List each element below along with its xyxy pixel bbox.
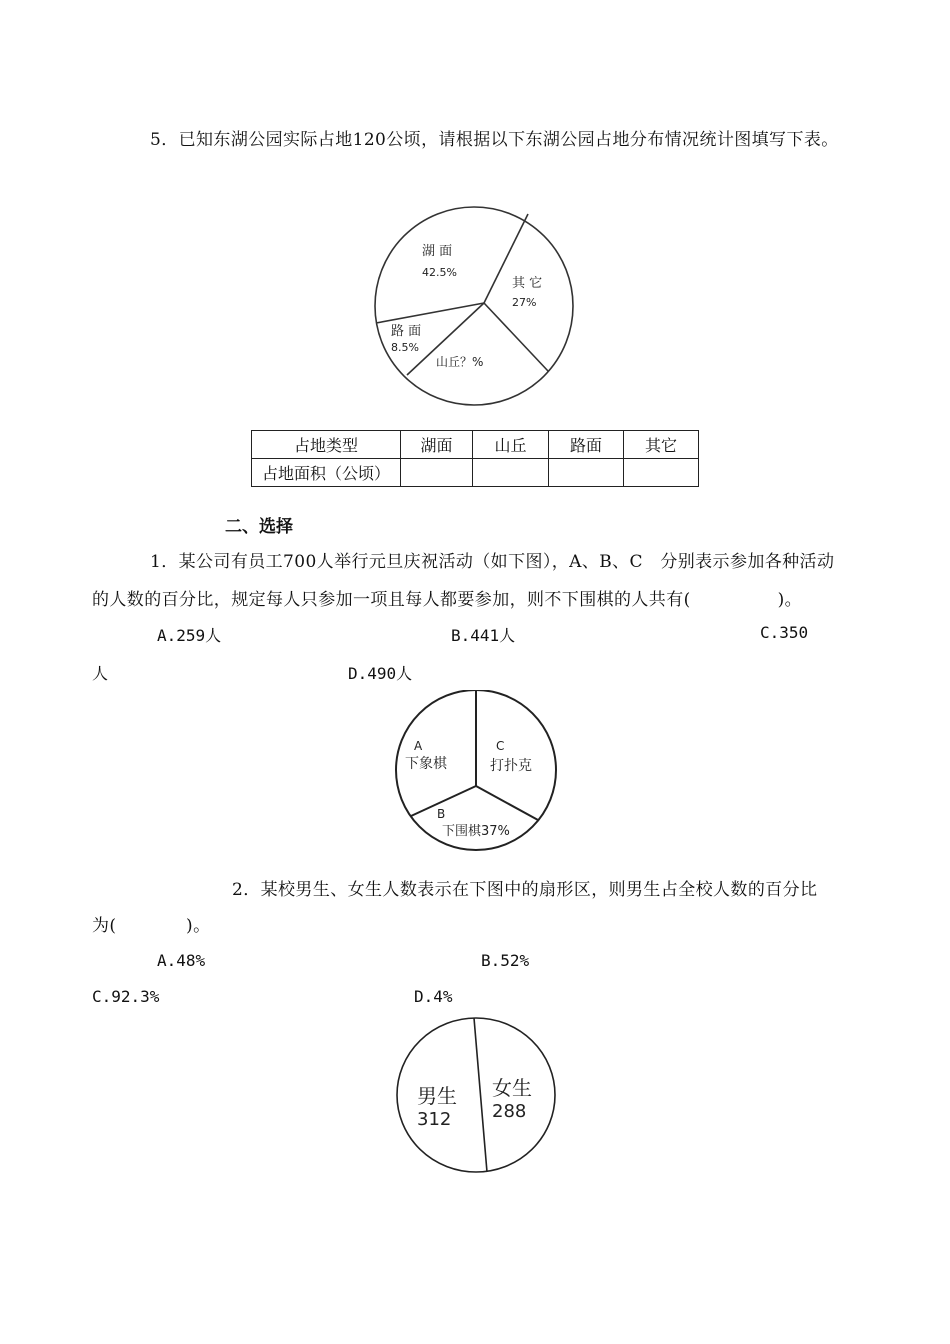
q2-option-a[interactable]: A.48%: [157, 951, 206, 970]
q1-line2: 的人数的百分比，规定每人只参加一项且每人都要参加，则不下围棋的人共有( )。: [92, 590, 803, 610]
q1-option-d[interactable]: D.490人: [348, 664, 413, 683]
q1-option-b[interactable]: B.441人: [451, 626, 516, 645]
table-cell: 路面: [549, 431, 624, 459]
section-title: 二、选择: [225, 517, 293, 537]
girls-value: 288: [492, 1101, 527, 1122]
q2-option-c[interactable]: C.92.3%: [92, 987, 160, 1006]
table-cell-blank[interactable]: [549, 459, 624, 487]
table-cell: 占地面积（公顷）: [252, 459, 401, 487]
area-table: [251, 430, 699, 487]
lake-label: 湖 面: [422, 244, 453, 259]
q1-option-c-cont: 人: [92, 664, 109, 683]
q2-option-b[interactable]: B.52%: [481, 951, 530, 970]
park-pie-chart: [370, 205, 580, 410]
area-table-row-types: [252, 431, 699, 459]
slice-c-letter: C: [496, 739, 505, 753]
boys-value: 312: [417, 1109, 452, 1130]
road-value: 8.5%: [391, 341, 419, 354]
activity-pie-chart: [392, 690, 562, 852]
lake-value: 42.5%: [422, 266, 457, 279]
hill-label: 山丘？%: [436, 355, 484, 369]
area-table-row-areas: [252, 459, 699, 487]
q2-option-d[interactable]: D.4%: [414, 987, 453, 1006]
table-cell: 占地类型: [252, 431, 401, 459]
other-value: 27%: [512, 296, 537, 309]
slice-c-label: 打扑克: [490, 758, 532, 774]
slice-a-label: 下象棋: [405, 756, 447, 772]
table-cell-blank[interactable]: [473, 459, 549, 487]
table-cell-blank[interactable]: [401, 459, 473, 487]
table-cell: 山丘: [473, 431, 549, 459]
q1-line1: 1．某公司有员工700人举行元旦庆祝活动（如下图），A、B、C 分别表示参加各种活动: [150, 552, 835, 572]
q1-option-a[interactable]: A.259人: [157, 626, 222, 645]
table-cell-blank[interactable]: [624, 459, 699, 487]
slice-b-letter: B: [437, 807, 446, 821]
boys-label: 男生: [417, 1084, 457, 1108]
road-label: 路 面: [391, 324, 422, 339]
slice-a-letter: A: [414, 739, 423, 753]
gender-pie-chart: [395, 1017, 559, 1175]
q2-line1: 2．某校男生、女生人数表示在下图中的扇形区，则男生占全校人数的百分比: [232, 880, 818, 900]
table-cell: 湖面: [401, 431, 473, 459]
slice-b-label: 下围棋37%: [442, 824, 510, 839]
table-cell: 其它: [624, 431, 699, 459]
girls-label: 女生: [492, 1076, 532, 1100]
q5-text: 5．已知东湖公园实际占地120公顷，请根据以下东湖公园占地分布情况统计图填写下表。: [150, 130, 839, 150]
other-label: 其 它: [512, 276, 543, 291]
q2-line2: 为( )。: [92, 916, 211, 936]
q1-option-c[interactable]: C.350: [760, 623, 809, 642]
